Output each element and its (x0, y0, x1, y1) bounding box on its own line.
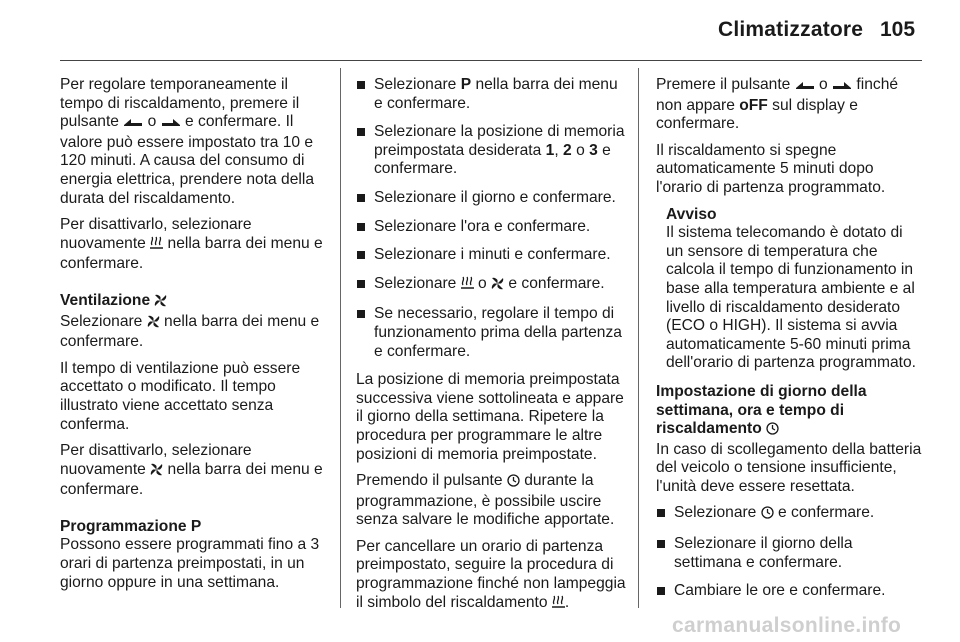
heating-icon (552, 595, 565, 615)
paragraph-auto-off: Il riscaldamento si spegne automaticamente 5 minuti dopo l'orario di partenza programmato. (656, 141, 886, 196)
list-item: Selezionare l'ora e confermare. (356, 218, 626, 237)
note-body: Il sistema telecomando è dotato di un sensore di temperatura che calcola il tempo di funzionamento in base alla temperatura ambiente e al livello di riscaldamento desiderato (ECO o HIGH). Il sistema si avvia automaticamente 5-60 minuti prima dell'orario di partenza programmato. (666, 224, 917, 372)
heating-icon (150, 236, 163, 256)
list-item: Se necessario, regolare il tempo di funzionamento prima della partenza e confermare. (356, 305, 626, 361)
paragraph-off-button: Premere il pulsante o finché non appare oFF sul display e confermare. (656, 76, 899, 133)
heating-icon (461, 276, 474, 296)
heading-ventilation: Ventilazione (60, 292, 328, 313)
clock-icon (507, 474, 520, 493)
paragraph-ventilation-select: Selezionare nella barra dei menu e confermare. (60, 312, 320, 351)
watermark: carmanualsonline.info (672, 614, 902, 637)
list-item: Selezionare e confermare. (656, 504, 924, 525)
column-divider-2 (638, 68, 639, 608)
column-2 (356, 76, 626, 622)
arrow-right-icon (161, 115, 181, 134)
column-1 (60, 76, 328, 600)
fan-icon (154, 294, 167, 313)
fan-icon (150, 463, 163, 482)
heading-programming: Programmazione P (60, 517, 202, 535)
reset-steps-list (656, 504, 924, 600)
page-number: 105 (880, 18, 916, 41)
arrow-left-icon (795, 78, 815, 97)
paragraph-delete-departure: Per cancellare un orario di partenza preimpostato, seguire la procedura di programmazione finché non lampeggia il simbolo del riscaldamento . (356, 538, 626, 614)
arrow-left-icon (123, 115, 143, 134)
column-3 (656, 76, 924, 611)
arrow-right-icon (832, 78, 852, 97)
fan-icon (147, 315, 160, 334)
list-item: Selezionare o e confermare. (356, 275, 626, 296)
list-item: Cambiare le ore e confermare. (656, 582, 924, 601)
paragraph-programming: Possono essere programmati fino a 3 orari di partenza preimpostati, in un giorno oppure in una settimana. (60, 536, 320, 591)
list-item: Selezionare i minuti e confermare. (356, 246, 626, 265)
list-item: Selezionare la posizione di memoria preimpostata desiderata 1, 2 o 3 e confermare. (356, 123, 626, 179)
list-item: Selezionare il giorno della settimana e confermare. (656, 535, 924, 572)
list-item: Selezionare il giorno e confermare. (356, 189, 626, 208)
paragraph-reset: In caso di scollegamento della batteria del veicolo o tensione insufficiente, l'unità deve essere resettata. (656, 440, 922, 495)
page-title: Climatizzatore (718, 18, 864, 41)
note-title: Avviso (666, 205, 717, 223)
clock-icon (761, 506, 774, 525)
clock-icon (766, 422, 779, 441)
note-box (656, 206, 924, 373)
fan-icon (491, 277, 504, 296)
column-divider-1 (340, 68, 341, 608)
programming-steps-list (356, 76, 626, 361)
paragraph-heating-time: Per regolare temporaneamente il tempo di riscaldamento, premere il pulsante o e confermare. Il valore può essere impostato tra 10 e 120 minuti. A causa del consumo di energia elettrica, prendere nota della durata del riscaldamento. (60, 76, 314, 207)
header-divider (60, 60, 922, 61)
heading-set-day-time: Impostazione di giorno della settimana, ora e tempo di riscaldamento (656, 383, 924, 441)
list-item: Selezionare P nella barra dei menu e confermare. (356, 76, 626, 113)
paragraph-next-memory: La posizione di memoria preimpostata successiva viene sottolineata e appare il giorno della settimana. Ripetere la procedura per programmare le altre posizioni di memoria preimpostate. (356, 371, 624, 463)
paragraph-deactivate-heating: Per disattivarlo, selezionare nuovamente nella barra dei menu e confermare. (60, 216, 323, 273)
paragraph-deactivate-ventilation: Per disattivarlo, selezionare nuovamente nella barra dei menu e confermare. (60, 442, 323, 499)
paragraph-exit-programming: Premendo il pulsante durante la programmazione, è possibile uscire senza salvare le modifiche apportate. (356, 472, 615, 529)
paragraph-ventilation-time: Il tempo di ventilazione può essere accettato o modificato. Il tempo illustrato viene accettato senza conferma. (60, 359, 301, 433)
